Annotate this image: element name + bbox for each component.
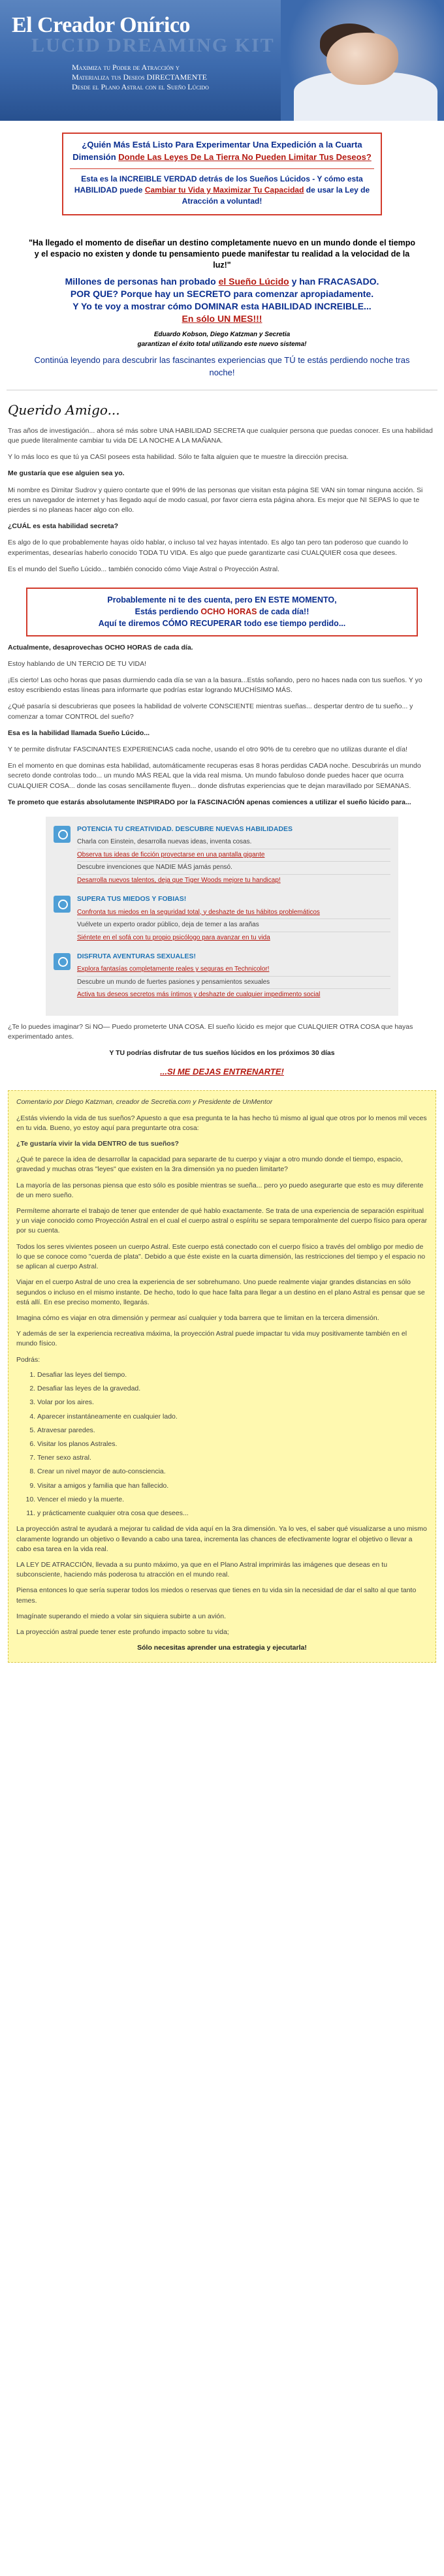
commentary-paragraph: Piensa entonces lo que sería superar todos los miedos o reservas que tienes en tu vida sin la necesidad de dar el salto al que tanto temes. — [16, 1586, 417, 1605]
sueno-lucido-link[interactable]: el Sueño Lúcido — [218, 276, 289, 287]
list-item: 2. Desafiar las leyes de la gravedad. — [37, 1384, 428, 1394]
lost-hours-line-1: Probablemente ni te des cuenta, pero EN ESTE MOMENTO, — [107, 595, 337, 605]
feature-body — [77, 825, 390, 887]
commentary-paragraph: ¿Qué te parece la idea de desarrollar la capacidad para separarte de tu cuerpo y viajar a otro mundo donde el tiempo, espacio, gravedad y muchas otras "leyes" que existen en la 3ra dimensión ya no pueden limitarte? — [16, 1155, 403, 1174]
features-panel — [46, 817, 398, 1016]
one-month-link[interactable]: En sólo UN MES!!! — [182, 313, 262, 324]
section-paragraph — [8, 798, 436, 808]
feature-link[interactable]: Siéntete en el sofá con tu propio psicólogo para avanzar en tu vida — [77, 934, 270, 941]
intro-sub-text-a: Esta es la INCREIBLE VERDAD detrás de los Sueños Lúcidos - Y cómo esta HABILIDAD puede — [74, 174, 363, 195]
tagline-line-3: Desde el Plano Astral con el Sueño Lúcido — [72, 82, 209, 91]
tagline-line-2: Materializa tus Deseos DIRECTAMENTE — [72, 72, 207, 82]
signature-names: Eduardo Kobson, Diego Katzman y Secretia — [153, 331, 291, 339]
train-me-link[interactable] — [0, 1066, 444, 1078]
feature-title: SUPERA TUS MIEDOS Y FOBIAS! — [77, 895, 187, 903]
section-paragraph: ¡Es cierto! Las ocho horas que pasas durmiendo cada día se van a la basura...Estás soñando, pero no haces nada con tus sueños. Y yo estoy escribiendo estas líneas para informarte que podrías estar logrando MUCHÍSIMO MÁS. — [8, 676, 422, 695]
letter-bold: ¿CUÁL es esta habilidad secreta? — [8, 522, 119, 531]
imagine-paragraph: ¿Te lo puedes imaginar? Si NO— Puedo prometerte UNA COSA. El sueño lúcido es mejor que CUALQUIER OTRA COSA que hayas experimentado antes. — [8, 1022, 413, 1041]
commentary-paragraph: LA LEY DE ATRACCIÓN, llevada a su punto máximo, ya que en el Plano Astral imprimirás las imágenes que deseas en tu subconsciente, haciendo más poderosa tu atracción en el mundo real. — [16, 1560, 388, 1579]
list-item: 9. Visitar a amigos y familia que han fallecido. — [37, 1481, 428, 1491]
brain-icon — [54, 826, 71, 843]
feature-link[interactable]: Desarrolla nuevos talentos, deja que Tiger Woods mejore tu handicap! — [77, 876, 281, 884]
letter-paragraph: Y lo más loco es que tú ya CASI posees esta habilidad. Sólo te falta alguien que te muestre la dirección precisa. — [8, 453, 349, 462]
promise-quote — [26, 238, 418, 379]
lost-hours-box — [26, 588, 418, 636]
list-item: 10. Vencer el miedo y la muerte. — [37, 1495, 428, 1505]
feature-line: Descubre invenciones que NADIE MÁS jamás pensó. — [77, 862, 390, 875]
commentary-question-text: ¿Te gustaría vivir la vida DENTRO de tus sueños? — [16, 1139, 179, 1148]
heart-icon — [54, 953, 71, 970]
lost-hours-line-3: Aquí te diremos CÓMO RECUPERAR todo ese tiempo perdido... — [98, 619, 346, 629]
commentary-paragraph: Todos los seres vivientes poseen un cuerpo Astral. Este cuerpo está conectado con el cuerpo físico a través del ombligo por medio de lo que se conoce como "cuerda de plata". Debido a que éste existe en la cuarta dimensión, las restricciones del tiempo y el espacio no se aplican al cuerpo Astral. — [16, 1242, 426, 1271]
letter-paragraph: Es algo de lo que probablemente hayas oído hablar, o incluso tal vez hayas intentado. Es algo tan pero tan poderoso que cuando lo experimentas, desearías haberlo conocido TODA TU VIDA. Es algo que puede garantizarte casi CUALQUIER cosa que desees. — [8, 539, 408, 557]
thirty-days-bold: Y TU podrías disfrutar de tus sueños lúcidos en los próximos 30 días — [109, 1049, 335, 1058]
section-two — [0, 643, 444, 808]
commentary-closing: Sólo necesitas aprender una estrategia y ejecutarla! — [137, 1644, 307, 1652]
commentary-box — [8, 1090, 436, 1663]
quote-continue: Continúa leyendo para descubrir las fascinantes experiencias que TÚ te estás perdiendo noche tras noche! — [34, 355, 410, 377]
feature-link[interactable]: Explora fantasías completamente reales y seguras en Technicolor! — [77, 964, 390, 977]
intro-headline — [70, 139, 374, 164]
header-banner — [0, 0, 444, 121]
commentary-paragraph: Permíteme ahorrarte el trabajo de tener que entender de qué hablo exactamente. Se trata de una experiencia de separación espiritual y un viaje conocido como Proyección Astral en el cual el cuerpo astral o espíritu se separa temporalmente del cuerpo físico para operar por su cuenta. — [16, 1207, 428, 1235]
commentary-paragraph: La mayoría de las personas piensa que esto sólo es posible mientras se sueña... pero yo puedo asegurarte que esto es muy diferente de un mero sueño. — [16, 1181, 424, 1199]
feature-link[interactable]: Activa tus deseos secretos más íntimos y deshazte de cualquier impedimento social — [77, 991, 321, 999]
list-item: 3. Volar por los aires. — [37, 1398, 428, 1407]
feature-link[interactable]: Observa tus ideas de ficción proyectarse en una pantalla gigante — [77, 849, 390, 862]
lost-hours-text-b: de cada día!! — [257, 607, 309, 617]
greeting-script: Querido Amigo... — [8, 401, 120, 418]
commentary-paragraph: Imagínate superando el miedo a volar sin siquiera subirte a un avión. — [16, 1612, 227, 1620]
feature-line: Charla con Einstein, desarrolla nuevas ideas, inventa cosas. — [77, 836, 390, 849]
letter-paragraph: Es el mundo del Sueño Lúcido... también conocido cómo Viaje Astral o Proyección Astral. — [8, 565, 279, 573]
list-item: 8. Crear un nivel mayor de auto-consciencia. — [37, 1467, 428, 1477]
lost-hours-text-a: Estás perdiendo — [135, 607, 201, 617]
lost-hours-line-2 — [34, 606, 410, 618]
section-bold: Te prometo que estarás absolutamente INSPIRADO por la FASCINACIÓN apenas comiences a utilizar el sueño lúcido para... — [8, 798, 411, 806]
commentary-byline: Comentario por Diego Katzman, creador de Secretia.com y Presidente de UnMentor — [16, 1098, 273, 1107]
section-paragraph: Y te permite disfrutar FASCINANTES EXPERIENCIAS cada noche, usando el otro 90% de tu cerebro que no utilizas durante el día! — [8, 746, 408, 754]
feature-line: Descubre un mundo de fuertes pasiones y pensamientos sexuales — [77, 977, 390, 990]
feature-line: Vuélvete un experto orador público, deja de temer a las arañas — [77, 919, 390, 932]
feature-body — [77, 952, 390, 1001]
letter-paragraph — [8, 522, 436, 531]
commentary-question — [16, 1139, 428, 1149]
quote-main: "Ha llegado el momento de diseñar un destino completamente nuevo en un mundo donde el tiempo y el espacio no existen y donde tu pensamiento puede manifestar tu realidad a la velocidad de la luz!" — [28, 238, 416, 270]
intro-divider — [70, 168, 374, 169]
commentary-paragraph: La proyección astral puede tener este profundo impacto sobre tu vida; — [16, 1628, 229, 1637]
feature-link[interactable]: Confronta tus miedos en la seguridad total, y deshazte de tus hábitos problemáticos — [77, 907, 390, 920]
sleeping-woman-photo — [281, 0, 444, 121]
commentary-paragraph: Podrás: — [16, 1355, 40, 1364]
letter-paragraph: Tras años de investigación... ahora sé más sobre UNA HABILIDAD SECRETA que cualquier persona que puedas conocer. Es una habilidad que puede literalmente cambiar tu vida DE LA NOCHE A LA MAÑANA. — [8, 426, 433, 445]
shield-icon — [54, 896, 71, 913]
section-bold: Esa es la habilidad llamada Sueño Lúcido... — [8, 729, 150, 737]
header-tagline — [72, 63, 294, 92]
thirty-days-paragraph — [8, 1048, 436, 1058]
section-paragraph — [8, 729, 436, 738]
quote-signature — [26, 330, 418, 349]
section-paragraph: En el momento en que dominas esta habilidad, automáticamente recuperas esas 8 horas perdidas CADA noche. Descubrirás un mundo secreto donde controlas todo... un mundo MÁS REAL que la vida real misma. Un mundo fabuloso donde puedes hacer que ocurra CUALQUIER COSA... donde las cosas sencillamente fluyen... donde disfrutas experiencias que te dejan maravillado por SEMANAS. — [8, 762, 421, 790]
after-features — [0, 1022, 444, 1059]
list-item: 7. Tener sexo astral. — [37, 1453, 428, 1463]
feature-adventures — [54, 952, 390, 1001]
letter-bold: Me gustaría que ese alguien sea yo. — [8, 469, 125, 478]
quote-claim-4 — [26, 313, 418, 325]
intro-sub-text-b: de usar la Ley de Atracción a voluntad! — [182, 185, 370, 206]
intro-box — [62, 133, 382, 215]
letter-paragraph: Mi nombre es Dimitar Sudrov y quiero contarte que el 99% de las personas que visitan esta página SE VAN sin tomar ninguna acción. Si eres un navegador de internet y has llegado aquí de modo casual, por favor cierra esta página ahora. Es mejor que NI SEPAS lo que te pierdes si no planeas hacer algo con ello. — [8, 486, 423, 514]
list-item: 1. Desafiar las leyes del tiempo. — [37, 1370, 428, 1380]
lost-hours-highlight: OCHO HORAS — [200, 607, 257, 617]
signature-guarantee: garantizan el éxito total utilizando este nuevo sistema! — [137, 340, 307, 348]
feature-fears — [54, 894, 390, 944]
quote-claims — [26, 275, 418, 325]
commentary-paragraph: Y además de ser la experiencia recreativa máxima, la proyección Astral puede impactar tu vida muy positivamente también en el mundo físico. — [16, 1330, 407, 1348]
site-logo[interactable]: El Creador Onírico — [12, 13, 191, 37]
section-paragraph: Estoy hablando de UN TERCIO DE TU VIDA! — [8, 659, 147, 668]
intro-headline-link[interactable]: Donde Las Leyes De La Tierra No Pueden Limitar Tus Deseos? — [118, 151, 372, 162]
feature-creativity — [54, 825, 390, 887]
quote-claim-3: Y Yo te voy a mostrar cómo DOMINAR esta HABILIDAD INCREIBLE... — [72, 301, 372, 312]
list-item: 5. Atravesar paredes. — [37, 1426, 428, 1436]
list-item: 4. Aparecer instantáneamente en cualquier lado. — [37, 1412, 428, 1422]
face-shape — [326, 33, 398, 85]
commentary-paragraph: ¿Estás viviendo la vida de tus sueños? Apuesto a que esa pregunta te la has hecho tú mismo al igual que otros por lo menos mil veces en tu vida. Bueno, yo estoy aquí para preguntarte otra cosa: — [16, 1114, 427, 1132]
commentary-paragraph: Viajar en el cuerpo Astral de uno crea la experiencia de ser sobrehumano. Uno puede realmente viajar grandes distancias en sólo segundos o incluso en el mismo instante. De hecho, todo lo que hace falta para llegar a un destino en el plano Astral es pensar que se está allí. En ese preciso momento, llegarás. — [16, 1278, 425, 1306]
intro-sub-link[interactable]: Cambiar tu Vida y Maximizar Tu Capacidad — [144, 185, 304, 195]
feature-title: DISFRUTA AVENTURAS SEXUALES! — [77, 952, 197, 961]
section-bold: Actualmente, desaprovechas OCHO HORAS de cada día. — [8, 643, 193, 652]
feature-body — [77, 894, 390, 944]
section-paragraph: ¿Qué pasaría si descubrieras que posees la habilidad de volverte CONSCIENTE mientras sueñas... despertar dentro de tu sueño... y comenzar a tomar CONTROL del sueño? — [8, 702, 413, 721]
quote-claim-1 — [26, 275, 418, 288]
tagline-line-1: Maximiza tu Poder de Atracción y — [72, 63, 180, 72]
letter-body — [0, 426, 444, 574]
feature-title: POTENCIA TU CREATIVIDAD. DESCUBRE NUEVAS HABILIDADES — [77, 825, 293, 834]
logo-watermark: LUCID DREAMING KIT — [31, 35, 275, 56]
list-item: 6. Visitar los planos Astrales. — [37, 1439, 428, 1449]
letter-paragraph — [8, 469, 436, 479]
commentary-paragraph: Imagina cómo es viajar en otra dimensión y permear así cualquier y toda barrera que te limitan en la tercera dimensión. — [16, 1314, 379, 1323]
intro-headline-text: ¿Quién Más Está Listo Para Experimentar Una Expedición a la Cuarta Dimensión — [72, 140, 362, 162]
quote-claim-1-end: y han FRACASADO. — [289, 276, 379, 287]
intro-subheadline — [70, 174, 374, 208]
quote-claim-2: POR QUE? Porque hay un SECRETO para comenzar apropiadamente. — [70, 289, 374, 300]
quote-claim-1-text: Millones de personas han probado — [65, 276, 219, 287]
commentary-paragraph: La proyección astral te ayudará a mejorar tu calidad de vida aquí en la 3ra dimensión. Ya lo ves, el saber qué visualizarse a uno mismo claramente logrando un objetivo o llevando a cabo una tarea, incrementa las chances de efectivamente lograr el objetivo o llevar a cabo esa tarea en la vida real. — [16, 1525, 427, 1553]
abilities-list — [37, 1370, 428, 1518]
section-paragraph — [8, 643, 436, 653]
train-me-link-text[interactable]: ...SI ME DEJAS ENTRENARTE! — [160, 1067, 284, 1077]
list-item: 11. y prácticamente cualquier otra cosa que desees... — [37, 1509, 428, 1518]
